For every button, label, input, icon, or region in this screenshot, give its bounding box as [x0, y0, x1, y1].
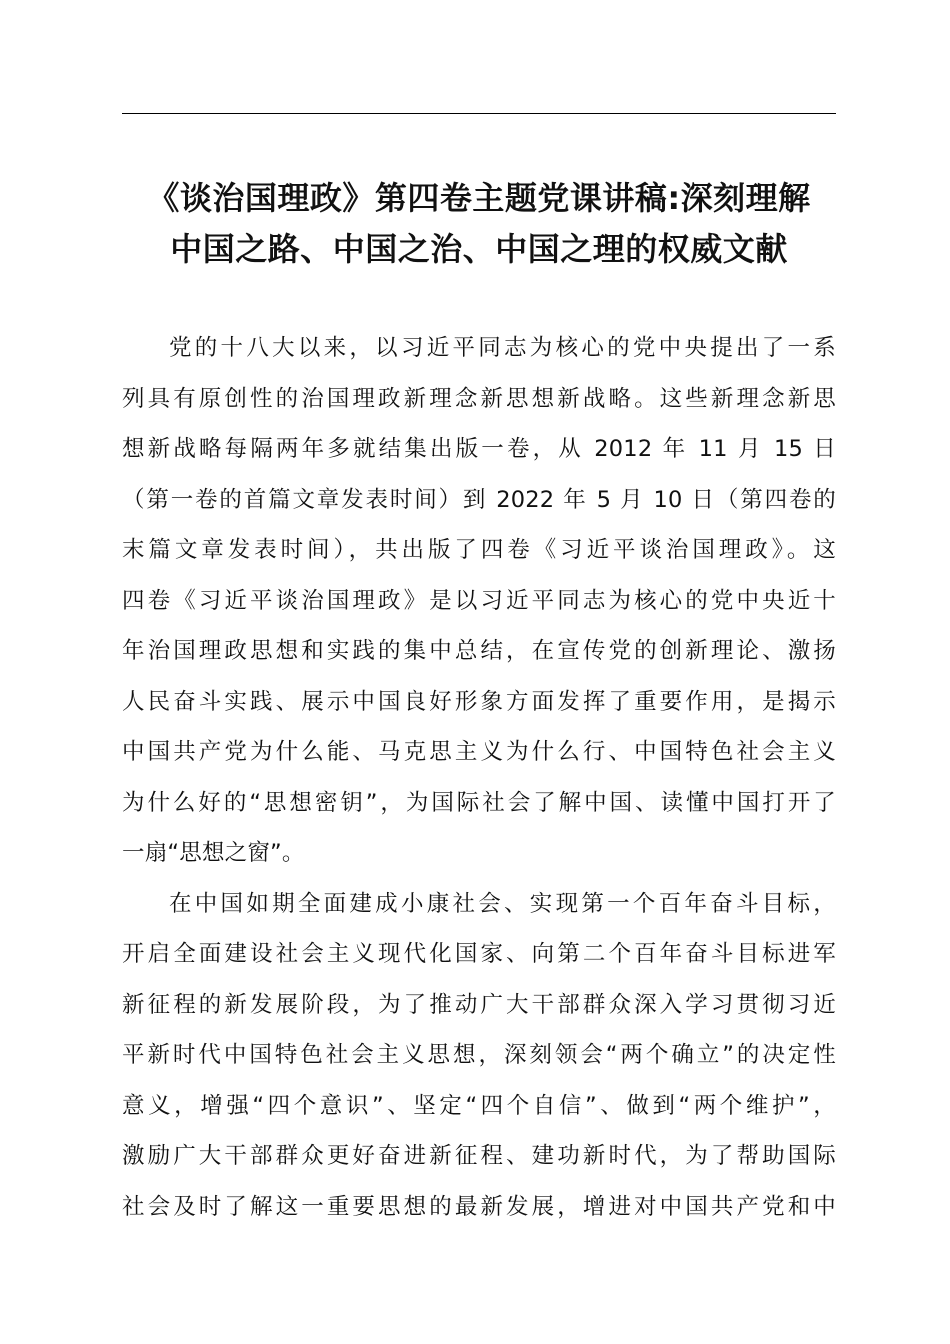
- text-line: 人民奋斗实践、展示中国良好形象方面发挥了重要作用，是揭示: [122, 688, 836, 715]
- text-line: 一扇“思想之窗”。: [122, 840, 305, 866]
- text-line: 激励广大干部群众更好奋进新征程、建功新时代，为了帮助国际: [122, 1143, 836, 1169]
- text-line: 党的十八大以来，以习近平同志为核心的党中央提出了一系: [169, 335, 836, 361]
- text-line: 社会及时了解这一重要思想的最新发展，增进对中国共产党和中: [122, 1193, 836, 1220]
- document-body: [122, 323, 836, 1232]
- header-rule: [122, 113, 836, 114]
- title-line: 《谈治国理政》第四卷主题党课讲稿:深刻理解: [147, 179, 811, 217]
- text-line: 末篇文章发表时间），共出版了四卷《习近平谈治国理政》。这: [122, 537, 836, 563]
- text-line: 在中国如期全面建成小康社会、实现第一个百年奋斗目标，: [169, 890, 836, 917]
- document-title: [110, 172, 848, 273]
- text-line: 四卷《习近平谈治国理政》是以习近平同志为核心的党中央近十: [122, 587, 836, 614]
- text-line: 平新时代中国特色社会主义思想，深刻领会“两个确立”的决定性: [122, 1042, 836, 1068]
- paragraph-1: [122, 323, 836, 879]
- text-line: （第一卷的首篇文章发表时间）到 2022 年 5 月 10 日（第四卷的: [122, 486, 836, 513]
- text-line: 想新战略每隔两年多就结集出版一卷，从 2012 年 11 月 15 日: [122, 436, 836, 462]
- title-line: 中国之路、中国之治、中国之理的权威文献: [170, 229, 788, 268]
- text-line: 开启全面建设社会主义现代化国家、向第二个百年奋斗目标进军: [122, 941, 836, 967]
- text-line: 意义，增强“四个意识”、坚定“四个自信”、做到“两个维护”，: [122, 1092, 836, 1119]
- text-line: 新征程的新发展阶段，为了推动广大干部群众深入学习贯彻习近: [122, 991, 836, 1018]
- text-line: 中国共产党为什么能、马克思主义为什么行、中国特色社会主义: [122, 739, 836, 765]
- text-line: 年治国理政思想和实践的集中总结，在宣传党的创新理论、激扬: [122, 638, 836, 664]
- text-line: 为什么好的“思想密钥”，为国际社会了解中国、读懂中国打开了: [122, 789, 836, 816]
- text-line: 列具有原创性的治国理政新理念新思想新战略。这些新理念新思: [122, 385, 836, 412]
- paragraph-2: [122, 879, 836, 1233]
